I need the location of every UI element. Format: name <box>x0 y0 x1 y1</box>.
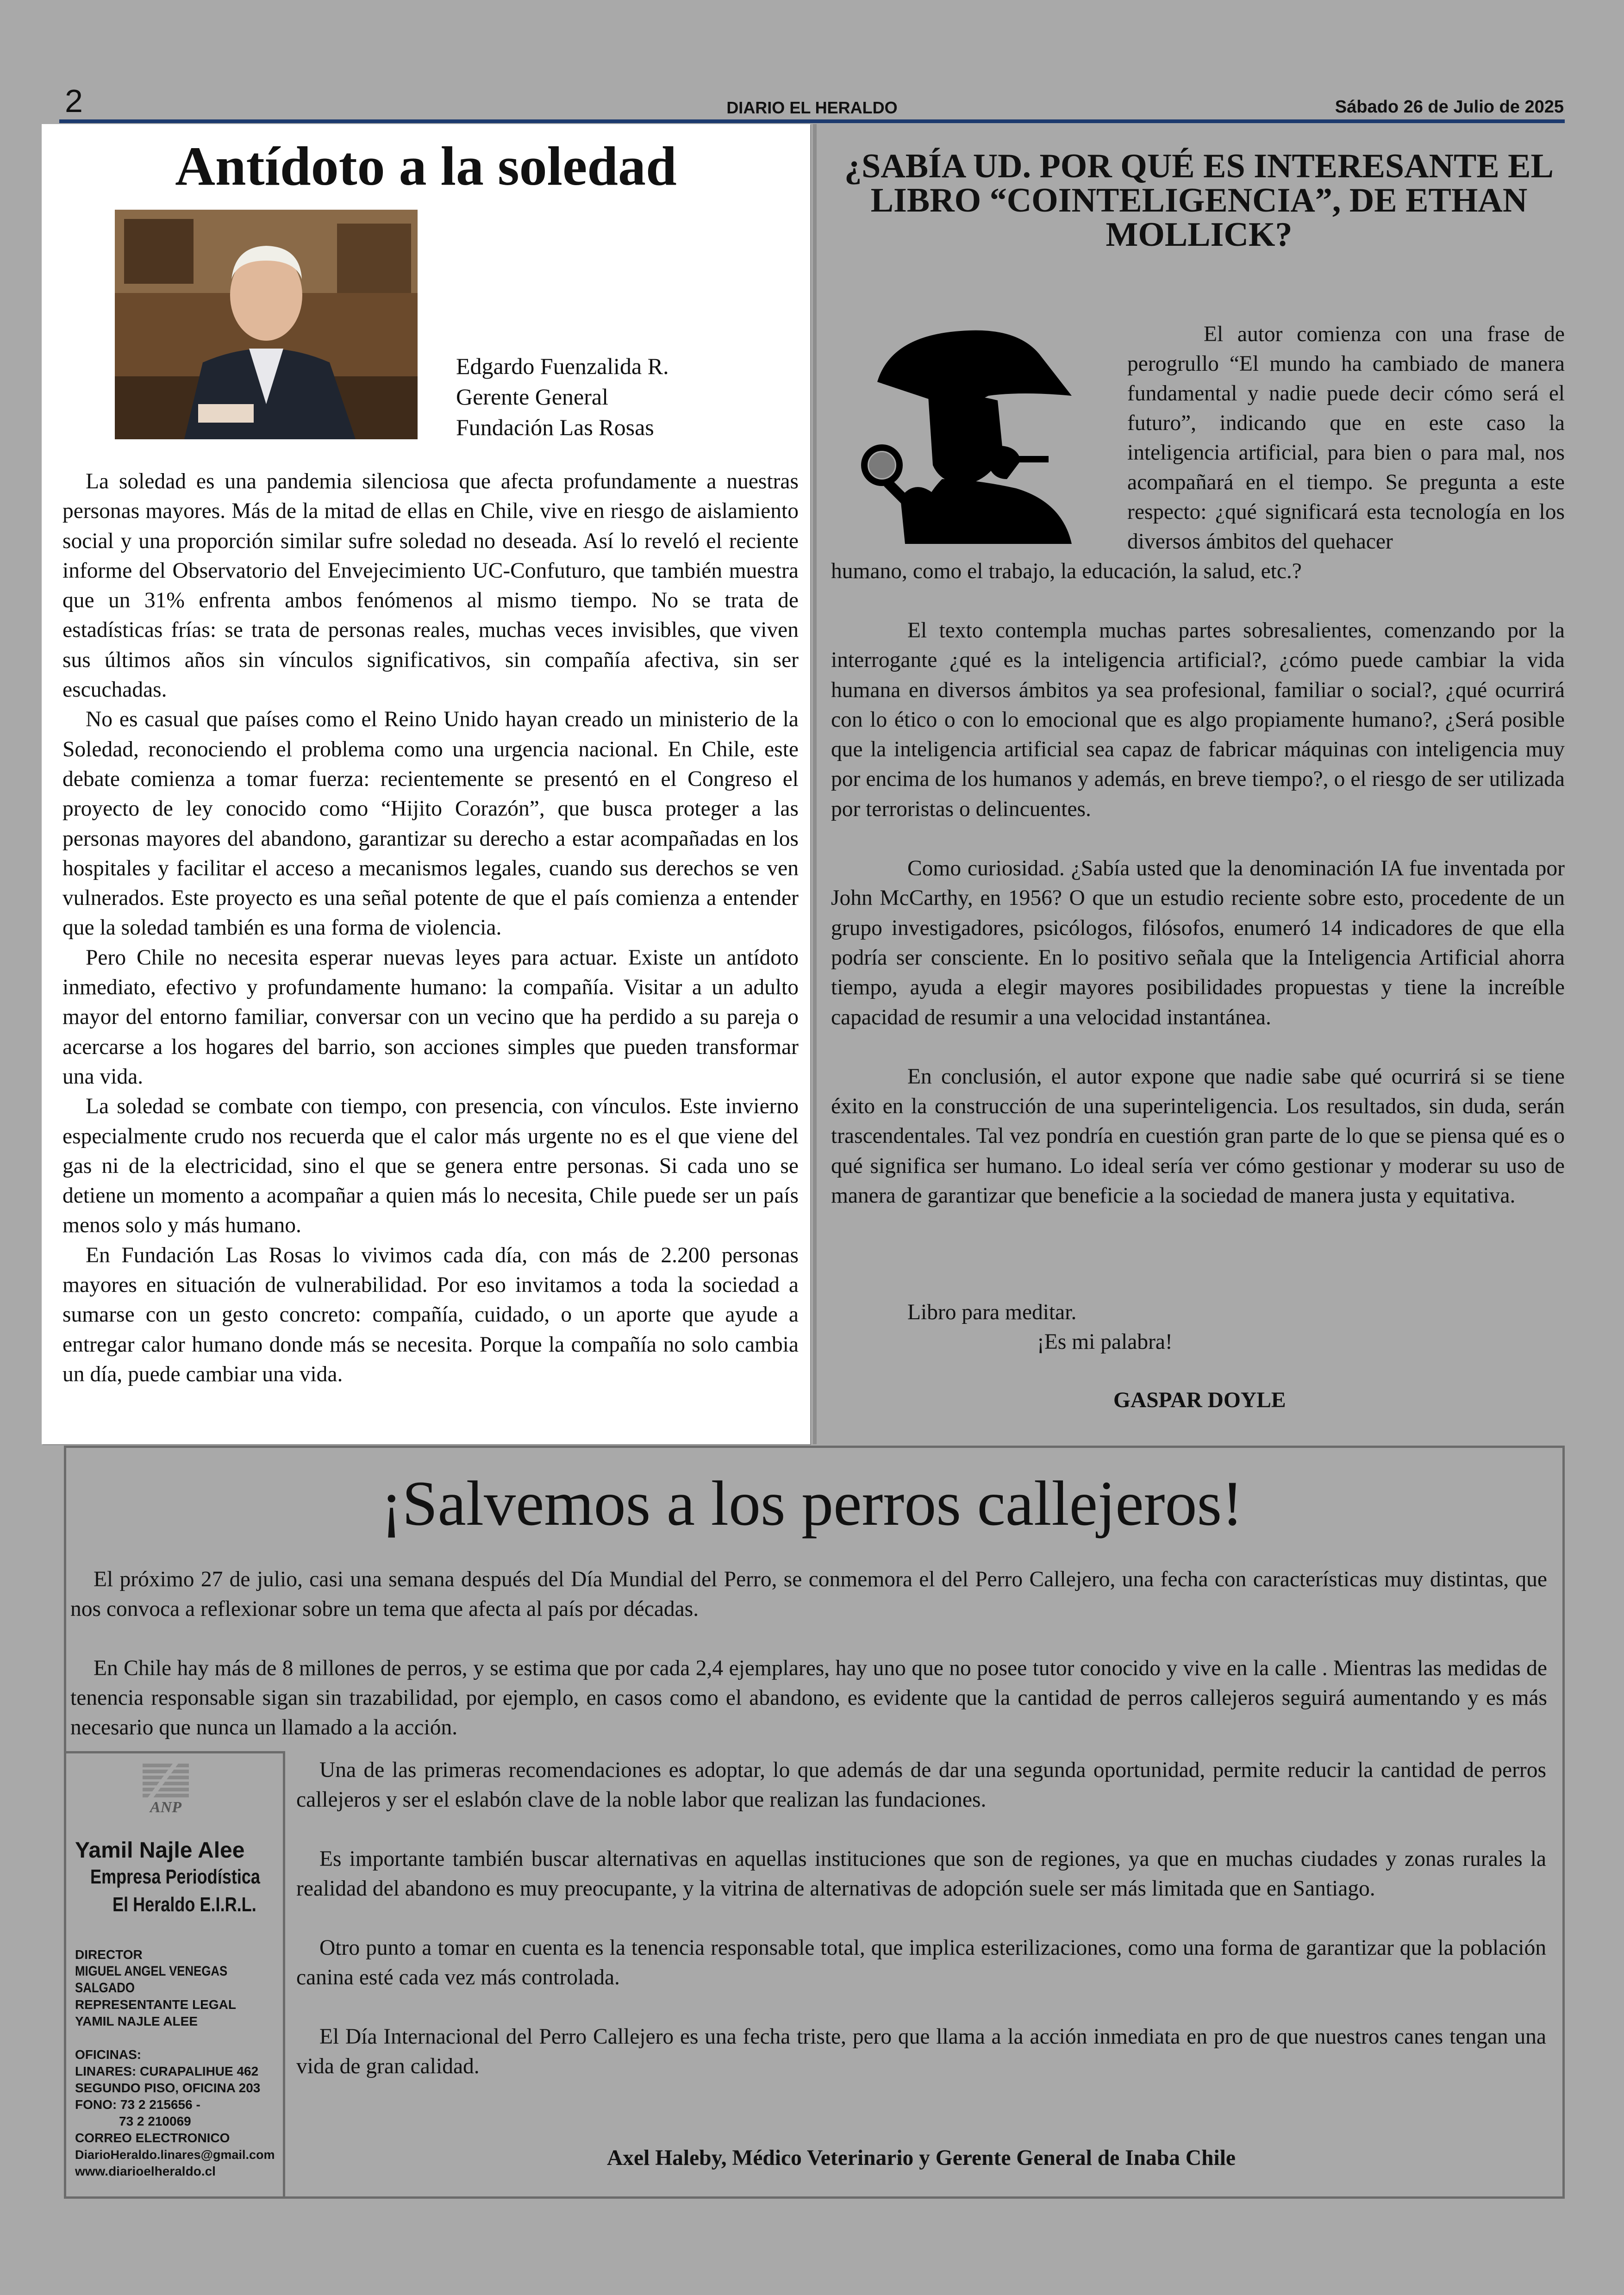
paragraph: En Chile hay más de 8 millones de perros, y se estima que por cada 2,4 ejemplares, hay uno que no posee tutor conocido y vive en la calle . Mientras las medidas de tenencia responsable sigan sin trazabilidad, por ejemplo, en casos como el abandono, es evidente que la cantidad de perros callejeros seguirá aumentando y es más necesario que nunca un llamado a la acción. <box>70 1656 1547 1740</box>
left-article-body <box>62 467 799 1389</box>
closing-line: Libro para meditar. <box>907 1300 1077 1324</box>
newspaper-name: DIARIO EL HERALDO <box>726 98 898 117</box>
author-organization: Fundación Las Rosas <box>456 414 654 440</box>
paragraph: La soledad es una pandemia silenciosa que afecta profundamente a nuestras personas mayores. Más de la mitad de ellas en Chile, vive en riesgo de aislamiento social y una proporción similar sufre soledad no deseada. Así lo reveló el reciente informe del Observatorio del Envejecimiento UC-Confuturo, que también muestra que un 31% enfrenta ambos fenómenos al mismo tiempo. No se trata de estadísticas frías: se trata de personas reales, muchas veces invisibles, que viven sus últimos años sin vínculos significativos, sin compañía afectiva, sin ser escuchadas. <box>62 469 799 702</box>
author-photo <box>115 210 418 439</box>
legal-rep-label: REPRESENTANTE LEGAL <box>75 1997 236 2012</box>
phone-line: 73 2 210069 <box>119 2114 191 2128</box>
legal-rep-name: YAMIL NAJLE ALEE <box>75 2014 198 2028</box>
email-label: CORREO ELECTRONICO <box>75 2131 230 2145</box>
right-intro-text: El autor comienza con una frase de perogrullo “El mundo ha cambiado de manera fundamental y nadie puede decir cómo será el futuro”, indicando que en este caso la inteligencia artificial, para bien o para mal, nos acompañará en el tiempo. Se pregunta a este respecto: ¿qué significará esta tecnología en los diversos ámbitos del quehacer <box>1127 322 1565 554</box>
offices-label: OFICINAS: <box>75 2047 142 2062</box>
paragraph: Pero Chile no necesita esperar nuevas leyes para actuar. Existe un antídoto inmediato, efectivo y profundamente humano: la compañía. Visitar a un adulto mayor del entorno familiar, conversar con un vecino que ha perdido a su pareja o acercarse a los hogares del barrio, son acciones simples que pueden transformar una vida. <box>62 945 799 1089</box>
paragraph: No es casual que países como el Reino Unido hayan creado un ministerio de la Soledad, reconociendo el problema como una urgencia nacional. En Chile, este debate comienza a tomar fuerza: recientemente se presentó en el Congreso el proyecto de ley conocido como “Hijito Corazón”, que busca proteger a las personas mayores del abandono, garantizar su derecho a estar acompañadas en los hospitales y facilitar el acceso a mecanismos legales, cuando sus derechos se ven vulnerados. Este proyecto es una señal potente de que el país comienza a entender que la soledad también es una forma de violencia. <box>62 707 799 940</box>
right-intro-continuation: humano, como el trabajo, la educación, la salud, etc.? <box>831 559 1302 583</box>
page-number: 2 <box>65 83 83 119</box>
company-name-line1: Empresa Periodística <box>90 1865 260 1888</box>
paragraph: En Fundación Las Rosas lo vivimos cada día, con más de 2.200 personas mayores en situación de vulnerabilidad. Por eso invitamos a toda la sociedad a sumarse con un gesto concreto: compañía, cuidado, o un aporte que ayude a entregar calor humano donde más se necesita. Porque la compañía no solo cambia un día, puede cambiar una vida. <box>62 1243 799 1386</box>
address-line: LINARES: CURAPALIHUE 462 <box>75 2064 259 2078</box>
right-article-signature: GASPAR DOYLE <box>1113 1388 1286 1412</box>
paragraph: La soledad se combate con tiempo, con presencia, con vínculos. Este invierno especialmente crudo nos recuerda que el calor más urgente no es el que viene del gas ni de la electricidad, sino el que se genera entre personas. Si cada uno se detiene un momento a acompañar a quien más lo necesita, Chile puede ser un país menos solo y más humano. <box>62 1094 799 1238</box>
paragraph: Una de las primeras recomendaciones es adoptar, lo que además de dar una segunda oportunidad, permite reducir la cantidad de perros callejeros y ser el eslabón clave de la noble labor que realizan las fundaciones. <box>296 1758 1546 1812</box>
left-article <box>42 124 810 1444</box>
bottom-article-columns <box>296 1755 1546 2111</box>
paragraph: El próximo 27 de julio, casi una semana después del Día Mundial del Perro, se conmemora el del Perro Callejero, una fecha con características muy distintas, que nos convoca a reflexionar sobre un tema que afecta al país por décadas. <box>70 1567 1547 1621</box>
right-intro-paragraph <box>1127 319 1565 556</box>
anp-logo <box>140 1761 191 1817</box>
bottom-article-intro <box>70 1565 1547 1772</box>
column-divider <box>813 124 817 1444</box>
company-name-line2: El Heraldo E.I.R.L. <box>112 1893 256 1916</box>
byline <box>456 351 669 443</box>
bottom-article-title: ¡Salvemos a los perros callejeros! <box>381 1468 1243 1539</box>
issue-date: Sábado 26 de Julio de 2025 <box>1335 97 1564 117</box>
director-label: DIRECTOR <box>75 1947 143 1962</box>
address-line: SEGUNDO PISO, OFICINA 203 <box>75 2081 261 2095</box>
left-article-title: Antídoto a la soledad <box>175 135 677 197</box>
paragraph: En conclusión, el autor expone que nadie sabe qué ocurrirá si se tiene éxito en la construcción de una superinteligencia. Los resultados, sin duda, serán trascendentales. Tal vez pondría en cuestión gran parte de lo que se piensa qué es o qué significa ser humano. Lo ideal sería ver cómo gestionar y moderar su uso de manera de garantizar que beneficie a la sociedad de manera justa y equitativa. <box>831 1064 1565 1208</box>
paragraph: El texto contempla muchas partes sobresalientes, comenzando por la interrogante ¿qué es la inteligencia artificial?, ¿cómo puede cambiar la vida humana en diversos ámbitos ya sea profesional, familiar o social?, ¿qué ocurrirá con lo ético o con lo emocional que es algo propiamente humano?, ¿Será posible que la inteligencia artificial sea capaz de fabricar máquinas con inteligencia muy por encima de los humanos y además, en breve tiempo?, o el riesgo de ser utilizada por terroristas o delincuentes. <box>831 618 1565 821</box>
phone-line: FONO: 73 2 215656 - <box>75 2097 200 2112</box>
publisher-name: Yamil Najle Alee <box>75 1838 245 1863</box>
detective-silhouette-image <box>822 326 1086 544</box>
anp-logo-text: ANP <box>150 1799 181 1816</box>
paragraph: El Día Internacional del Perro Callejero es una fecha triste, pero que llama a la acción inmediata en pro de que nuestros canes tengan una vida de gran calidad. <box>296 2025 1546 2078</box>
bottom-article-signature: Axel Haleby, Médico Veterinario y Gerente General de Inaba Chile <box>607 2146 1236 2170</box>
website-url: www.diarioelheraldo.cl <box>75 2164 216 2178</box>
paragraph: Es importante también buscar alternativas en aquellas instituciones que son de regiones, ya que en muchas ciudades y zonas rurales la realidad del abandono es muy preocupante, y la vitrina de alternativas de adopción suele ser más limitada que en Santiago. <box>296 1847 1546 1901</box>
paragraph: Como curiosidad. ¿Sabía usted que la denominación IA fue inventada por John McCarthy, en 1956? O que un estudio reciente sobre esto, procedente de un grupo investigadores, psicólogos, filósofos, enumeró 14 indicadores de que ella podría ser consciente. En lo positivo señala que la Inteligencia Artificial ahorra tiempo, ayuda a elegir mayores posibilidades propuestas y tiene la increíble capacidad de resumir a una velocidad instantánea. <box>831 856 1565 1029</box>
right-article-body <box>831 616 1565 1240</box>
paragraph: Otro punto a tomar en cuenta es la tenencia responsable total, que implica esterilizaciones, como una forma de garantizar que la población canina esté cada vez más controlada. <box>296 1936 1546 1989</box>
spacer <box>75 2030 283 2046</box>
author-role: Gerente General <box>456 384 608 410</box>
director-name: MIGUEL ANGEL VENEGAS SALGADO <box>75 1964 228 1996</box>
author-name: Edgardo Fuenzalida R. <box>456 353 669 379</box>
header-rule <box>59 119 1565 123</box>
right-article-title: ¿SABÍA UD. POR QUÉ ES INTERESANTE EL LIBRO “COINTELIGENCIA”, DE ETHAN MOLLICK? <box>844 147 1554 254</box>
closing-exclamation: ¡Es mi palabra! <box>1037 1330 1173 1354</box>
email-address: DiarioHeraldo.linares@gmail.com <box>75 2148 275 2162</box>
publisher-details <box>75 1946 283 2180</box>
